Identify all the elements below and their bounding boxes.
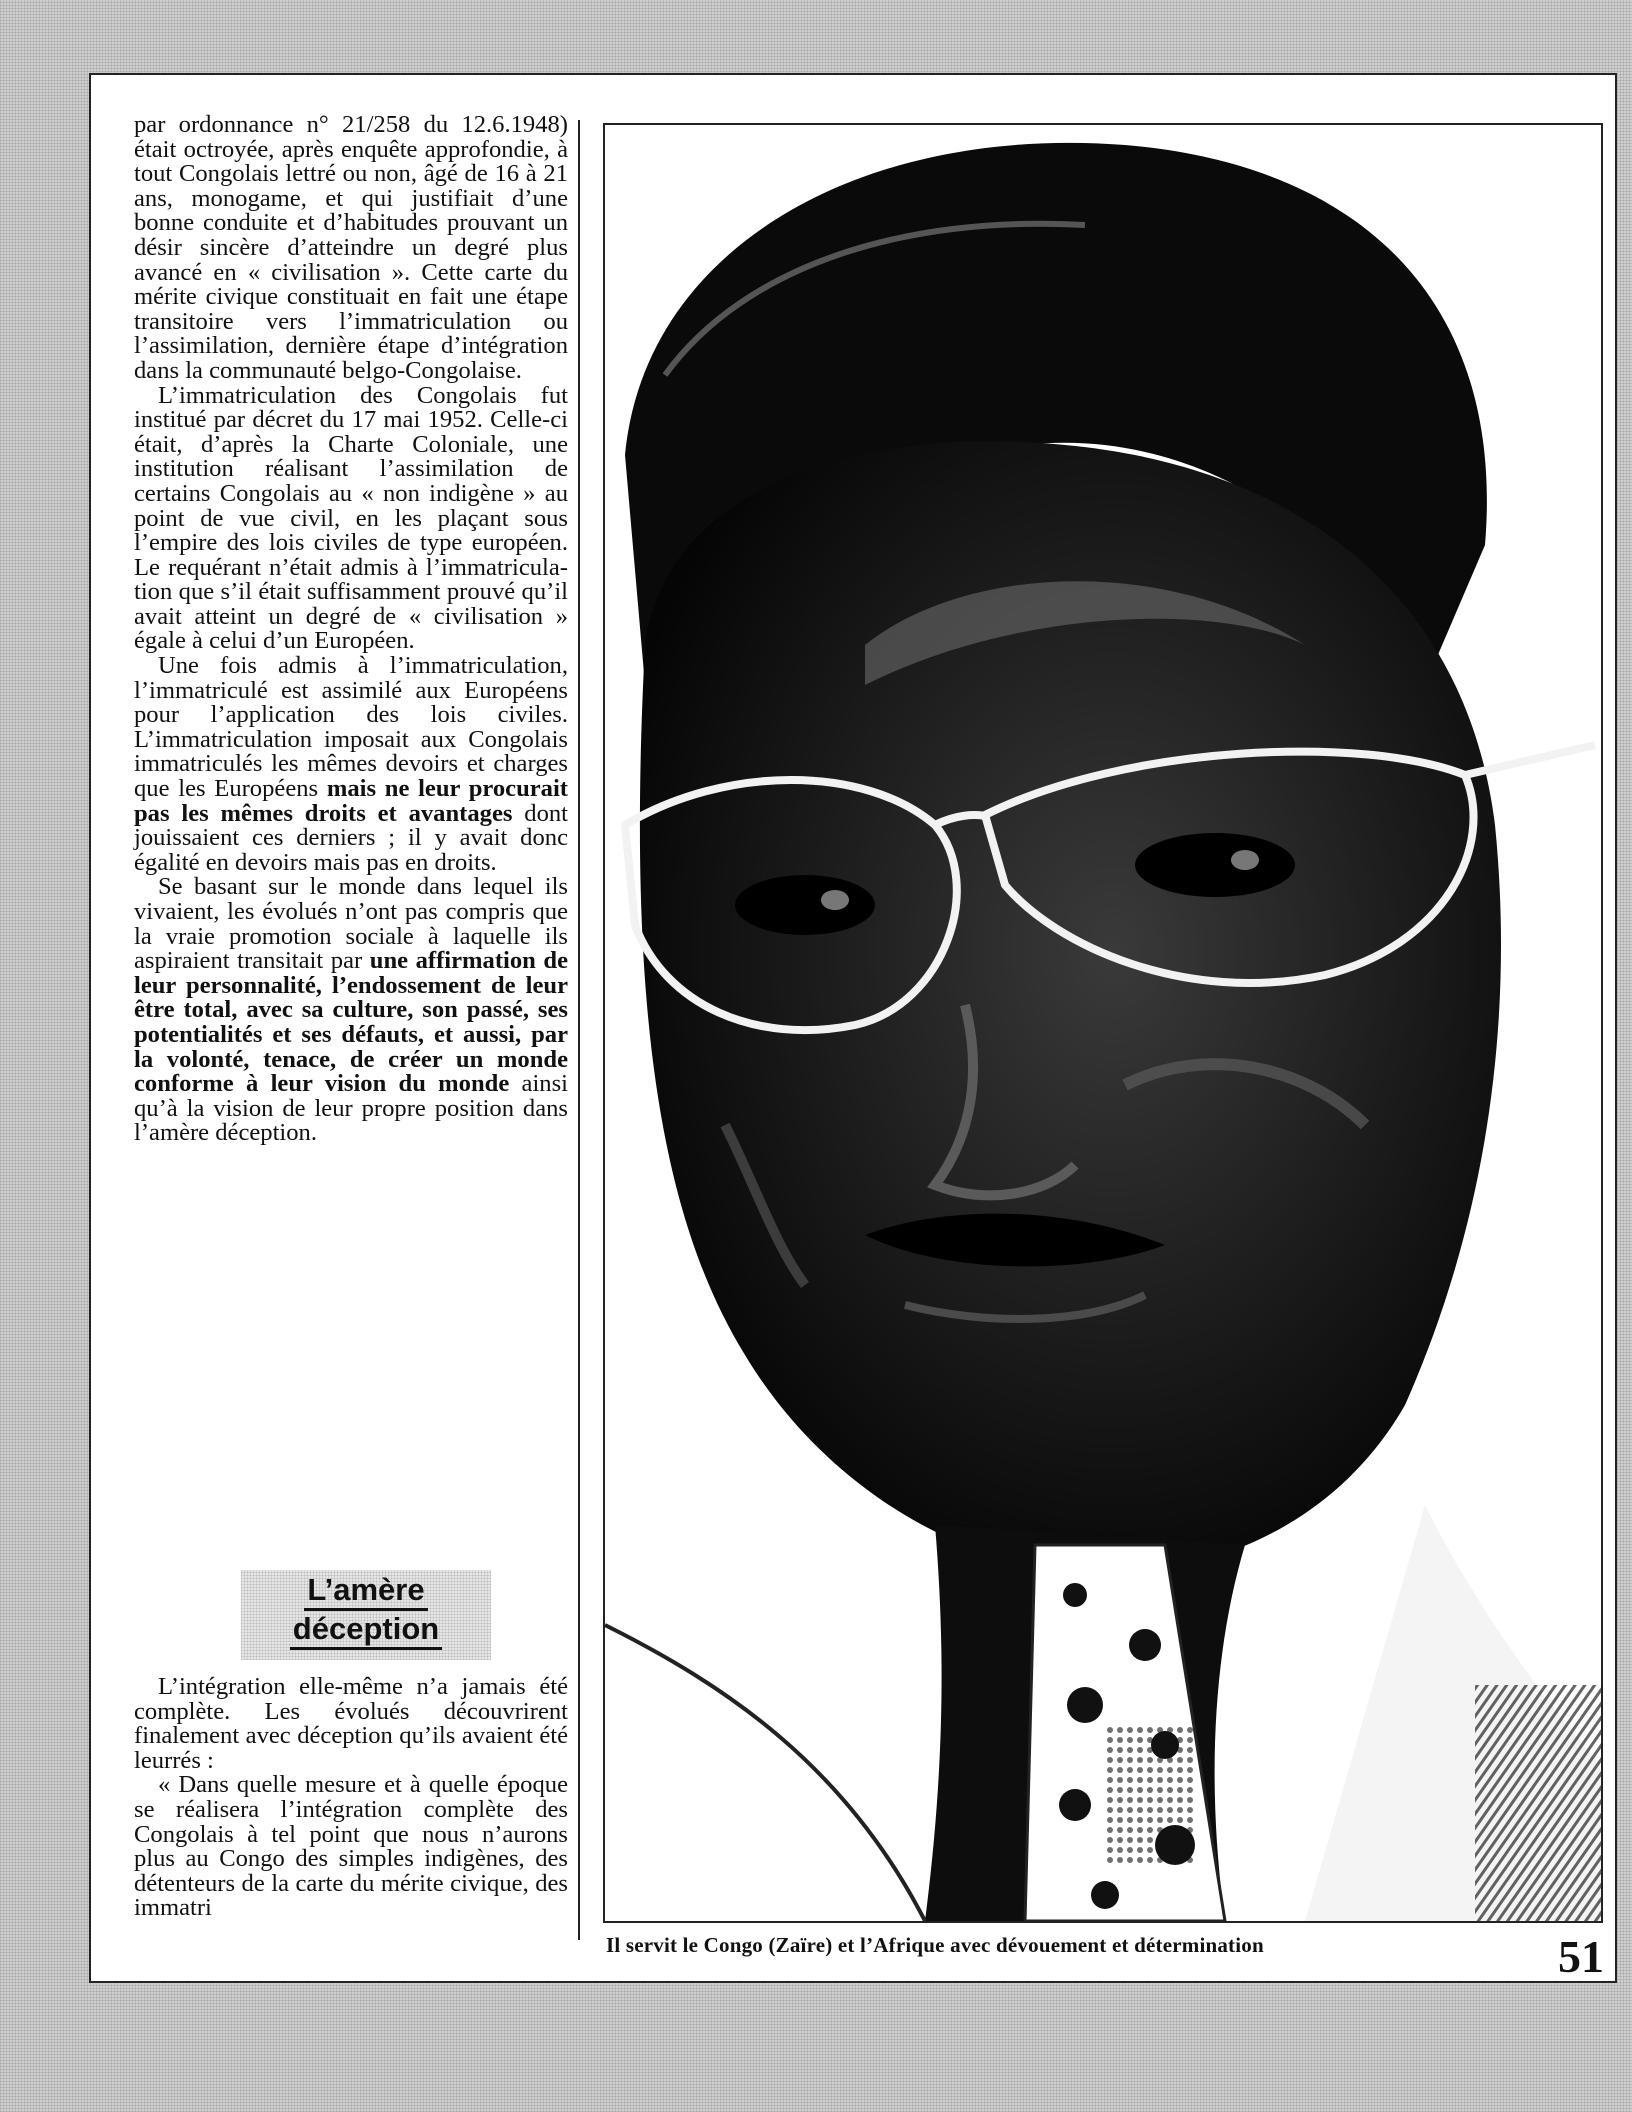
column-divider — [578, 120, 580, 1940]
article-paragraph — [134, 1675, 568, 1773]
body-text: L’intégration elle-même n’a jamais été complète. Les évolués découvrirent finalement avec déception qu’ils avaient été leurrés : — [134, 1673, 568, 1774]
emphasis-text: mais ne leur procurait pas les mêmes droits et avantages — [134, 775, 569, 827]
body-text: « Dans quelle mesure et à quelle époque se réalisera l’intégration complète des Congolais à tel point que nous n’aurons plus au Congo des simples indigènes, des détenteurs de la carte du mérite civique, des immatri — [134, 1771, 568, 1922]
article-paragraph — [134, 381, 568, 655]
article-paragraph — [134, 113, 568, 384]
subheading — [241, 1572, 491, 1650]
portrait-photo — [603, 123, 1603, 1923]
article-paragraph — [134, 654, 568, 875]
article-paragraph — [134, 875, 568, 1146]
article-column-top — [134, 113, 568, 1146]
body-text: ainsi qu’à la vision de leur propre position dans l’amère déception. — [134, 1070, 568, 1147]
body-text: Une fois admis à l’immatriculation, l’immatriculé est assimilé aux Européens pour l’application des lois civiles. L’immatriculation imposait aux Congolais immatriculés les mêmes devoirs et charges que les Européens — [134, 652, 568, 803]
page-number: 51 — [1558, 1931, 1604, 1982]
article-column-bottom — [134, 1675, 568, 1921]
body-text: Se basant sur le monde dans lequel ils vivaient, les évolués n’ont pas compris que la vraie promotion sociale à laquelle ils aspiraient transitait par — [134, 873, 568, 975]
body-text: dont jouissaient ces derniers ; il y avait donc égalité en devoirs mais pas en droits. — [134, 799, 569, 876]
body-text: par ordonnance n° 21/258 du 12.6.1948) était octroyée, après enquête approfondie, à tout Congolais lettré ou non, âgé de 16 à 21 ans, monogame, et qui justifiait d’une bonne conduite et d’habitudes prouvant un désir sincère d’atteindre un degré plus avancé en « civilisation ». Cette carte du mérite civique constituait en fait une étape transitoire vers l’immatriculation ou l’assimilation, dernière étape d’intégration dans la communauté belgo-Congolaise. — [134, 111, 568, 384]
article-paragraph — [134, 1773, 568, 1921]
emphasis-text: une affirmation de leur personnalité, l’endossement de leur être total, avec sa culture, son passé, ses potentialités et ses défauts, et aussi, par la volonté, tenace, de créer un monde conforme à leur vision du monde — [134, 947, 568, 1098]
photo-caption: Il servit le Congo (Zaïre) et l’Afrique avec dévouement et détermination — [606, 1933, 1264, 1957]
magazine-page — [89, 73, 1617, 1983]
subheading-line-1: L’amère — [304, 1572, 427, 1611]
body-text: L’immatriculation des Congolais fut institué par décret du 17 mai 1952. Celle-ci était, d’après la Charte Coloniale, une institution réalisant l’assimilation de certains Congolais au « non indigène » au point de vue civil, en les plaçant sous l’empire des lois civiles de type européen. Le requérant n’était admis à l’immatriculation que s’il était suffisamment prouvé qu’il avait atteint un degré de « civilisation » égale à celui d’un Européen. — [134, 381, 568, 655]
subheading-line-2: déception — [290, 1611, 442, 1650]
portrait-illustration — [605, 125, 1601, 1921]
